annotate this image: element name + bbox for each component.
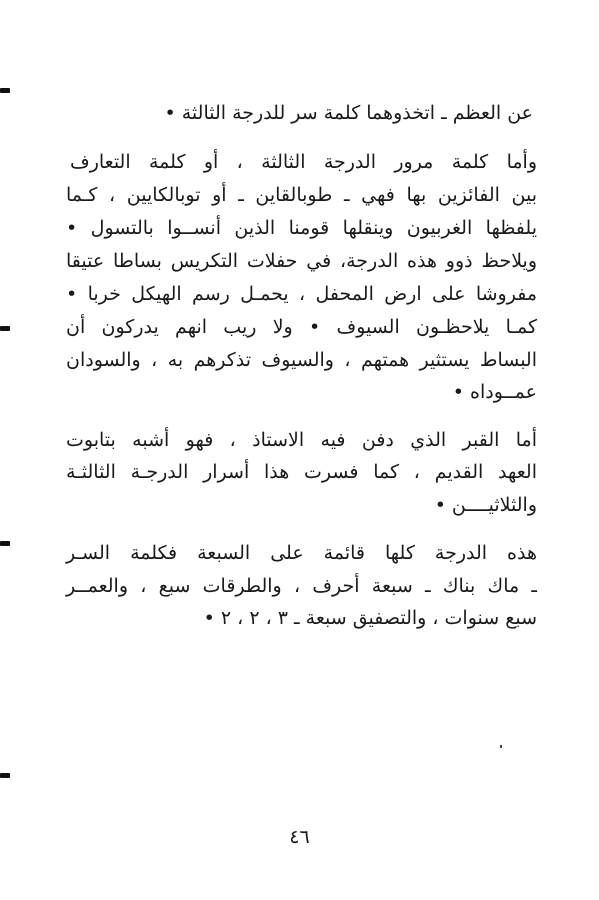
text-line-12: والثلاثيــــن •	[434, 494, 537, 516]
binding-mark	[0, 773, 10, 778]
binding-mark	[0, 541, 10, 546]
print-speck	[500, 745, 502, 748]
page-number: ٤٦	[289, 826, 310, 848]
text-line-1: عن العظم ـ اتخذوهما كلمة سر للدرجة الثالثة •	[164, 102, 533, 124]
text-line-11: العهد القديم ، كما فسرت هذا أسرار الدرجـة الثالثـة	[66, 461, 537, 483]
text-line-4: يلفظها الغربيون وينقلها قومنا الذين أنســوا بالتسول •	[66, 217, 537, 239]
text-line-9: عمــوداه •	[452, 381, 537, 403]
text-line-3: بين الفائزين بها فهي ـ طوبالقاين ـ أو توبالكايين ، كـما	[66, 184, 537, 206]
text-line-13: هذه الدرجة كلها قائمة على السبعة فكلمة السـر	[66, 542, 537, 564]
text-line-15: سبع سنوات ، والتصفيق سبعة ـ ٣ ، ٢ ، ٢ •	[203, 607, 537, 629]
text-line-10: أما القبر الذي دفن فيه الاستاذ ، فهو أشبه بتابوت	[66, 429, 537, 451]
text-line-6: مفروشا على ارض المحفل ، يحمـل رسم الهيكل خربا •	[66, 283, 537, 305]
binding-mark	[0, 88, 10, 93]
text-line-2: وأما كلمة مرور الدرجة الثالثة ، أو كلمة التعارف	[70, 151, 537, 173]
text-line-8: البساط يستثير همتهم ، والسيوف تذكرهم به ، والسودان	[66, 349, 537, 371]
text-line-5: ويلاحظ ذوو هذه الدرجة، في حفلات التكريس بساطا عتيقا	[66, 250, 537, 272]
binding-mark	[0, 326, 10, 331]
text-line-7: كمـا يلاحظـون السيوف • ولا ريب انهم يدركون أن	[66, 316, 537, 338]
text-line-14: ـ ماك بناك ـ سبعة أحرف ، والطرقات سبع ، والعمــر	[66, 575, 537, 597]
